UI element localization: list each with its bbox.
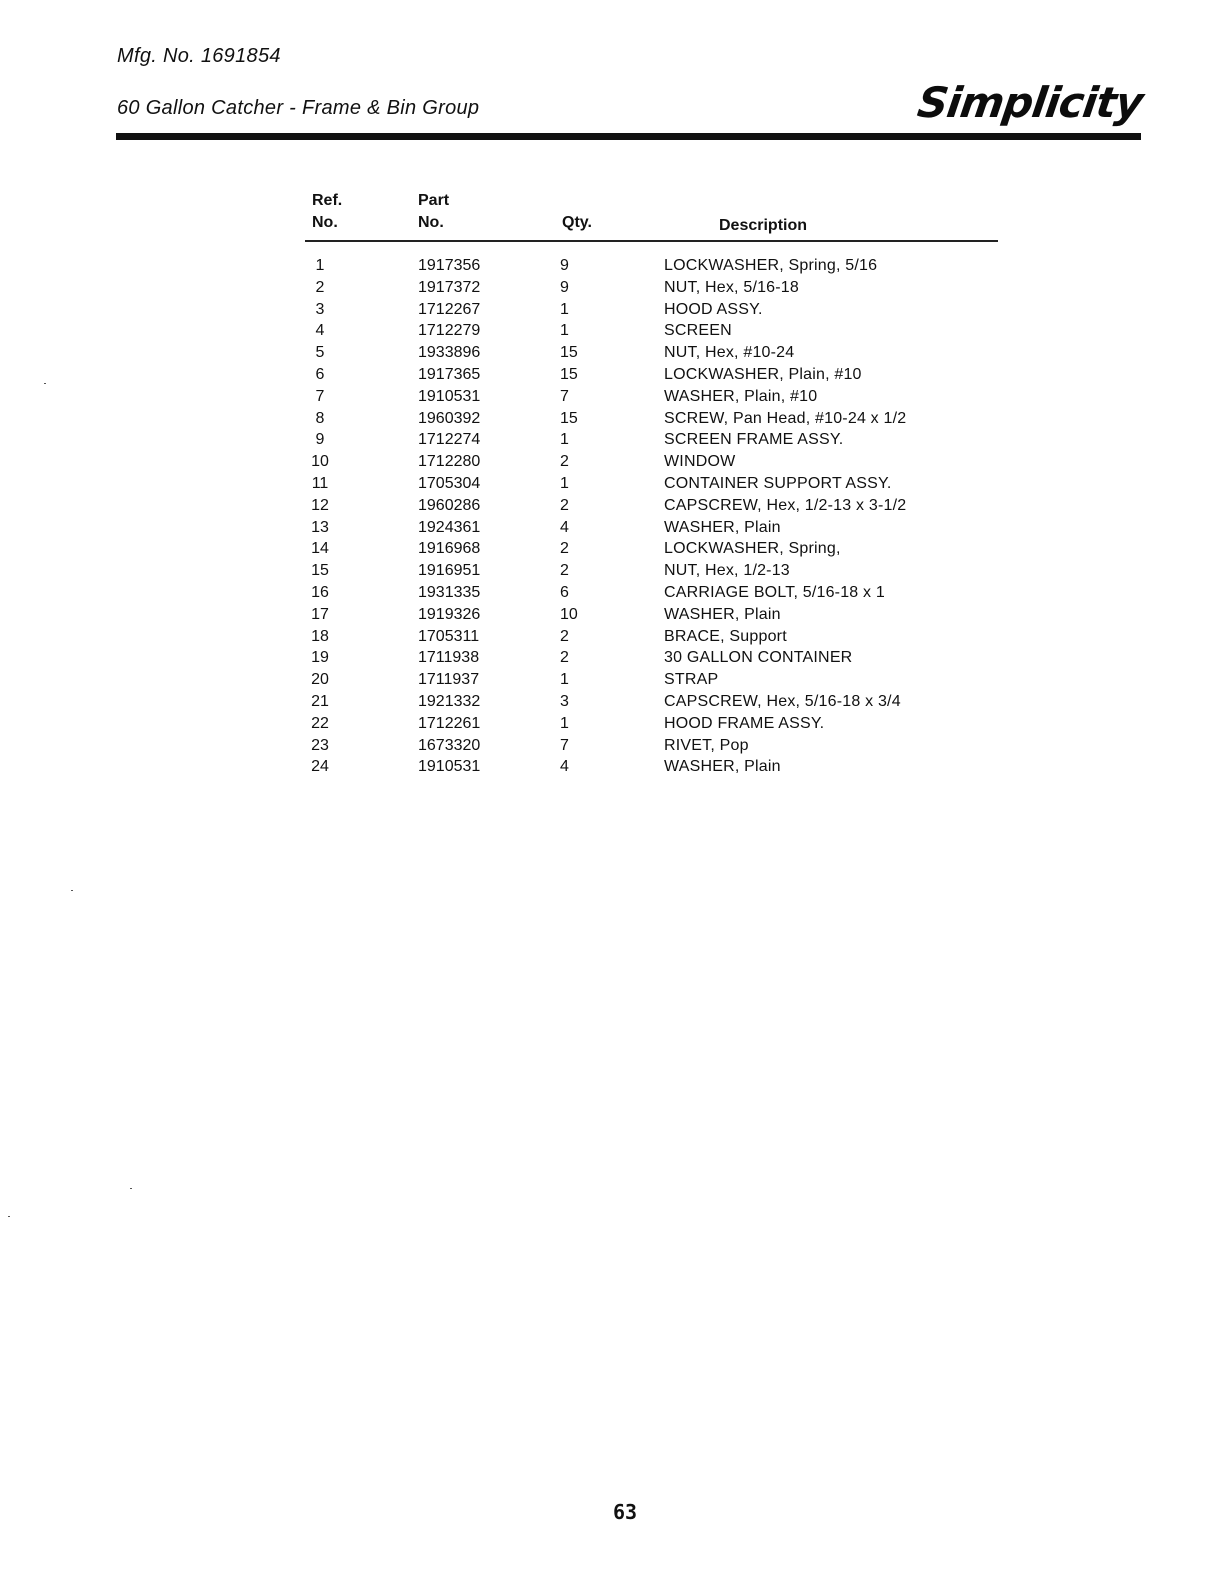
part-number-cell: 1917356 <box>418 257 481 274</box>
ref-cell: 15 <box>311 562 329 580</box>
ref-cell: 11 <box>311 474 329 492</box>
qty-cell: 6 <box>560 583 569 601</box>
scan-speck <box>8 1216 10 1217</box>
ref-cell: 17 <box>311 605 329 623</box>
description-cell: WASHER, Plain <box>664 518 781 536</box>
part-number-cell: 1960286 <box>418 496 481 514</box>
part-number-cell: 1924361 <box>418 518 481 536</box>
part-number-cell: 1919326 <box>418 605 481 623</box>
ref-cell: 21 <box>311 692 329 710</box>
description-header: Description <box>719 217 808 234</box>
part-header-line1: Part <box>418 192 450 209</box>
table-row <box>305 538 998 560</box>
ref-cell: 10 <box>311 453 329 471</box>
qty-cell: 4 <box>560 758 569 776</box>
ref-cell: 19 <box>311 649 329 667</box>
description-cell: WINDOW <box>664 453 736 471</box>
description-cell: LOCKWASHER, Spring, 5/16 <box>664 257 878 274</box>
scan-speck <box>130 1188 132 1189</box>
part-no-header <box>418 190 449 234</box>
ref-cell: 16 <box>311 583 329 601</box>
description-cell: SCREW, Pan Head, #10-24 x 1/2 <box>664 409 907 427</box>
table-row <box>305 517 998 539</box>
part-number-cell: 1711937 <box>418 671 480 689</box>
scan-speck <box>71 890 73 891</box>
part-number-cell: 1910531 <box>418 758 481 776</box>
part-number-cell: 1673320 <box>418 736 481 754</box>
description-cell: WASHER, Plain <box>664 605 781 623</box>
part-number-cell: 1712280 <box>418 453 481 471</box>
qty-cell: 1 <box>560 474 569 492</box>
part-number-cell: 1933896 <box>418 344 481 362</box>
parts-table-body <box>305 255 998 778</box>
description-cell: RIVET, Pop <box>664 736 749 754</box>
ref-no-header <box>312 190 342 234</box>
description-cell: NUT, Hex, #10-24 <box>664 344 795 362</box>
qty-cell: 4 <box>560 518 569 536</box>
qty-cell: 1 <box>560 431 569 449</box>
table-row <box>305 647 998 669</box>
table-row <box>305 560 998 582</box>
part-number-cell: 1712261 <box>418 714 481 732</box>
part-number-cell: 1916951 <box>418 562 481 580</box>
ref-cell: 23 <box>311 736 329 754</box>
table-row <box>305 408 998 430</box>
ref-cell: 8 <box>315 409 325 427</box>
group-title: 60 Gallon Catcher - Frame & Bin Group <box>117 97 480 119</box>
table-row <box>305 735 998 757</box>
table-row <box>305 604 998 626</box>
qty-cell: 2 <box>560 540 569 558</box>
qty-cell: 2 <box>560 627 569 645</box>
part-number-cell: 1921332 <box>418 692 481 710</box>
qty-cell: 2 <box>560 562 569 580</box>
mfg-number: Mfg. No. 1691854 <box>117 45 281 67</box>
ref-header-line1: Ref. <box>312 192 343 209</box>
ref-cell: 7 <box>315 387 325 405</box>
part-number-cell: 1917372 <box>418 278 481 296</box>
qty-header: Qty. <box>562 214 592 231</box>
scan-speck <box>44 383 46 384</box>
table-row <box>305 691 998 713</box>
part-number-cell: 1712274 <box>418 431 481 449</box>
description-cell: LOCKWASHER, Spring, <box>664 540 841 558</box>
description-cell: HOOD ASSY. <box>664 300 763 318</box>
qty-cell: 1 <box>560 671 569 689</box>
ref-cell: 12 <box>311 496 329 514</box>
part-number-cell: 1960392 <box>418 409 481 427</box>
qty-cell: 15 <box>560 365 578 383</box>
table-row <box>305 451 998 473</box>
description-cell: NUT, Hex, 5/16-18 <box>664 278 800 296</box>
part-number-cell: 1917365 <box>418 365 481 383</box>
ref-cell: 18 <box>311 627 329 645</box>
description-cell: 30 GALLON CONTAINER <box>664 649 853 667</box>
table-row <box>305 364 998 386</box>
qty-cell: 2 <box>560 496 569 514</box>
description-cell: WASHER, Plain <box>664 758 781 776</box>
part-number-cell: 1711938 <box>418 649 480 667</box>
ref-cell: 24 <box>311 758 329 776</box>
qty-cell: 9 <box>560 257 569 274</box>
part-number-cell: 1712279 <box>418 322 481 340</box>
table-row <box>305 386 998 408</box>
table-row <box>305 255 998 277</box>
header-underline <box>305 240 998 242</box>
qty-cell: 1 <box>560 714 569 732</box>
parts-table <box>305 190 998 778</box>
table-row <box>305 277 998 299</box>
table-row <box>305 429 998 451</box>
ref-cell: 22 <box>311 714 329 732</box>
qty-cell: 1 <box>560 322 569 340</box>
qty-cell: 1 <box>560 300 569 318</box>
table-row <box>305 320 998 342</box>
ref-cell: 4 <box>315 322 325 340</box>
ref-cell: 6 <box>315 365 325 383</box>
qty-cell: 10 <box>560 605 578 623</box>
table-row <box>305 342 998 364</box>
header-divider <box>116 133 1141 140</box>
part-number-cell: 1705311 <box>418 627 480 645</box>
page-number: 63 <box>612 1500 638 1524</box>
qty-cell: 2 <box>560 649 569 667</box>
table-row <box>305 713 998 735</box>
description-cell: HOOD FRAME ASSY. <box>664 714 825 732</box>
description-cell: CAPSCREW, Hex, 1/2-13 x 3-1/2 <box>664 496 907 514</box>
part-number-cell: 1916968 <box>418 540 481 558</box>
part-header-line2: No. <box>418 214 444 231</box>
description-cell: NUT, Hex, 1/2-13 <box>664 562 790 580</box>
parts-table-header <box>305 190 998 240</box>
table-row <box>305 756 998 778</box>
qty-cell: 2 <box>560 453 569 471</box>
description-cell: CONTAINER SUPPORT ASSY. <box>664 474 892 492</box>
part-number-cell: 1705304 <box>418 474 481 492</box>
ref-header-line2: No. <box>312 214 338 231</box>
part-number-cell: 1931335 <box>418 583 481 601</box>
description-cell: SCREEN FRAME ASSY. <box>664 431 844 449</box>
description-cell: SCREEN <box>664 322 732 340</box>
ref-cell: 13 <box>311 518 329 536</box>
qty-cell: 15 <box>560 344 578 362</box>
table-row <box>305 582 998 604</box>
description-cell: WASHER, Plain, #10 <box>664 387 818 405</box>
table-row <box>305 473 998 495</box>
description-cell: LOCKWASHER, Plain, #10 <box>664 365 862 383</box>
ref-cell: 1 <box>315 257 325 274</box>
ref-cell: 5 <box>315 344 325 362</box>
part-number-cell: 1712267 <box>418 300 481 318</box>
description-cell: BRACE, Support <box>664 627 787 645</box>
ref-cell: 2 <box>315 278 325 296</box>
description-cell: CAPSCREW, Hex, 5/16-18 x 3/4 <box>664 692 901 710</box>
table-row <box>305 299 998 321</box>
ref-cell: 14 <box>311 540 329 558</box>
qty-cell: 3 <box>560 692 569 710</box>
table-row <box>305 669 998 691</box>
qty-cell: 7 <box>560 736 569 754</box>
description-cell: CARRIAGE BOLT, 5/16-18 x 1 <box>664 583 885 601</box>
table-row <box>305 495 998 517</box>
ref-cell: 9 <box>315 431 325 449</box>
qty-cell: 9 <box>560 278 569 296</box>
ref-cell: 3 <box>315 300 325 318</box>
part-number-cell: 1910531 <box>418 387 481 405</box>
ref-cell: 20 <box>311 671 329 689</box>
qty-cell: 7 <box>560 387 569 405</box>
brand-logo: Simplicity <box>914 78 1146 127</box>
description-cell: STRAP <box>664 671 719 689</box>
qty-cell: 15 <box>560 409 578 427</box>
table-row <box>305 626 998 648</box>
